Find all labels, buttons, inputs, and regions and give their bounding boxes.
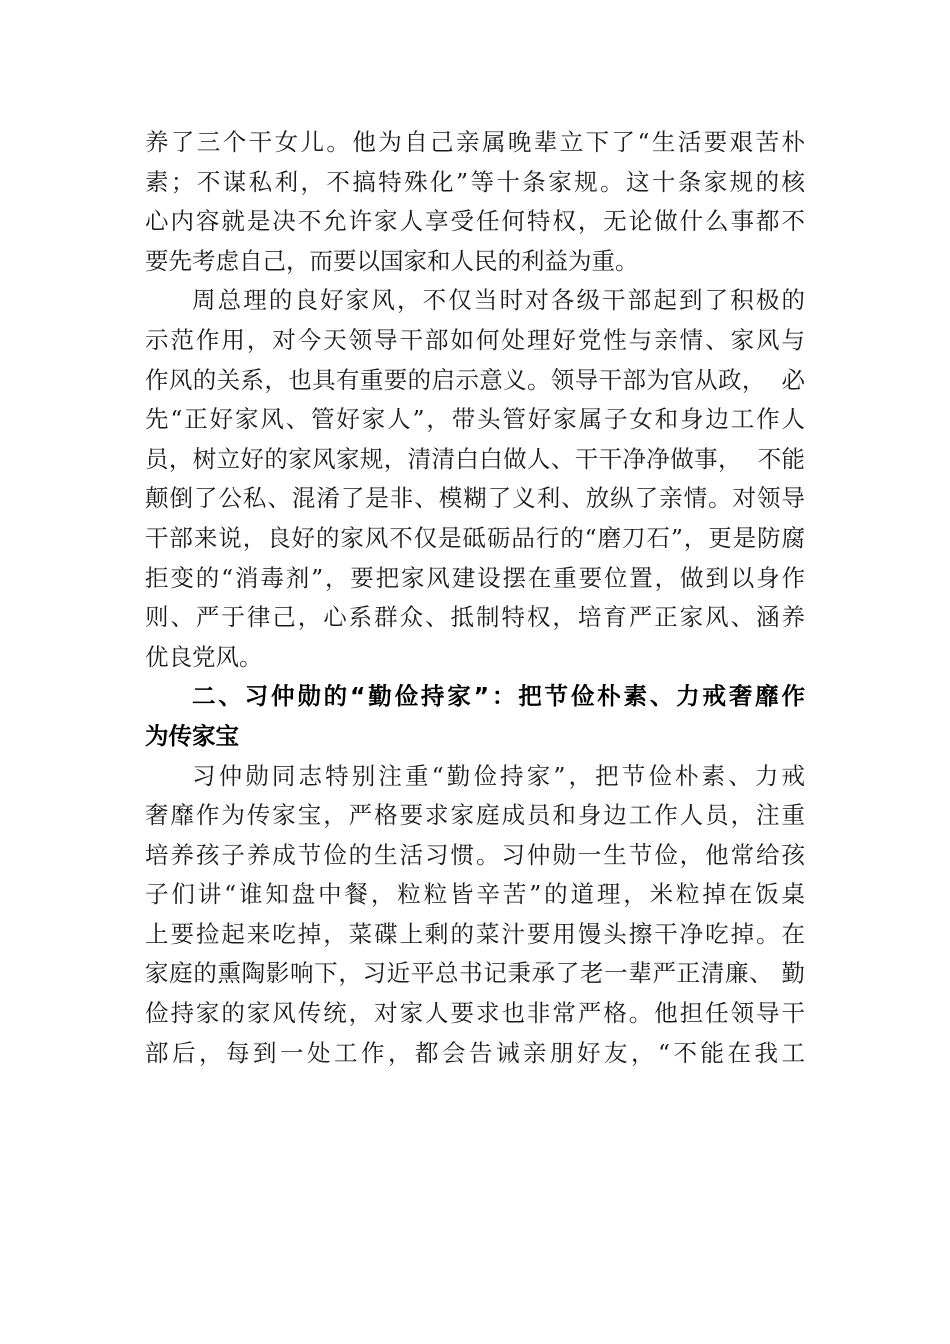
- text-line: 员，树立好的家风家规，清清白白做人、干干净净做事， 不能: [145, 444, 805, 473]
- text-line: 示范作用，对今天领导干部如何处理好党性与亲情、家风与: [145, 325, 805, 354]
- text-line: 养了三个干女儿。他为自己亲属晚辈立下了“生活要艰苦朴: [145, 128, 805, 156]
- text-line: 拒变的“消毒剂”，要把家风建设摆在重要位置，做到以身作: [145, 563, 805, 592]
- text-line: 部后，每到一处工作，都会告诫亲朋好友，“不能在我工: [145, 1038, 805, 1067]
- text-line: 则、严于律己，心系群众、抵制特权，培育严正家风、涵养: [145, 603, 805, 632]
- text-line: 作风的关系，也具有重要的启示意义。领导干部为官从政， 必: [145, 365, 805, 394]
- heading-line: 为传家宝: [145, 721, 239, 750]
- text-line: 要先考虑自己，而要以国家和人民的利益为重。: [145, 246, 639, 275]
- paragraph-premier-zhou-family-style: [145, 281, 805, 677]
- heading-line: 二、习仲勋的“勤俭持家”：把节俭朴素、力戒奢靡作: [192, 682, 805, 711]
- paragraph-xi-zhongxun-frugality: [145, 757, 805, 1074]
- document-body: [145, 123, 805, 1073]
- text-line: 子们讲“谁知盘中餐，粒粒皆辛苦”的道理，米粒掉在饭桌: [145, 880, 805, 909]
- text-line: 颠倒了公私、混淆了是非、模糊了义利、放纵了亲情。对领导: [145, 484, 805, 513]
- text-line: 周总理的良好家风，不仅当时对各级干部起到了积极的: [192, 286, 805, 315]
- text-line: 习仲勋同志特别注重“勤俭持家”，把节俭朴素、力戒: [192, 761, 805, 790]
- paragraph-family-rules-continued: [145, 123, 805, 281]
- text-line: 奢靡作为传家宝，严格要求家庭成员和身边工作人员，注重: [145, 801, 805, 830]
- section-heading-2: [145, 677, 805, 756]
- text-line: 先“正好家风、管好家人”，带头管好家属子女和身边工作人: [145, 405, 805, 434]
- text-line: 干部来说，良好的家风不仅是砥砺品行的“磨刀石”，更是防腐: [145, 523, 805, 552]
- text-line: 上要捡起来吃掉，菜碟上剩的菜汁要用馒头擦干净吃掉。在: [145, 919, 805, 948]
- text-line: 心内容就是决不允许家人享受任何特权，无论做什么事都不: [145, 207, 805, 236]
- text-line: 培养孩子养成节俭的生活习惯。习仲勋一生节俭，他常给孩: [145, 840, 805, 869]
- text-line: 素；不谋私利，不搞特殊化”等十条家规。这十条家规的核: [145, 167, 805, 196]
- text-line: 家庭的熏陶影响下，习近平总书记秉承了老一辈严正清廉、 勤: [145, 959, 805, 988]
- text-line: 优良党风。: [145, 642, 263, 671]
- text-line: 俭持家的家风传统，对家人要求也非常严格。他担任领导干: [145, 999, 805, 1028]
